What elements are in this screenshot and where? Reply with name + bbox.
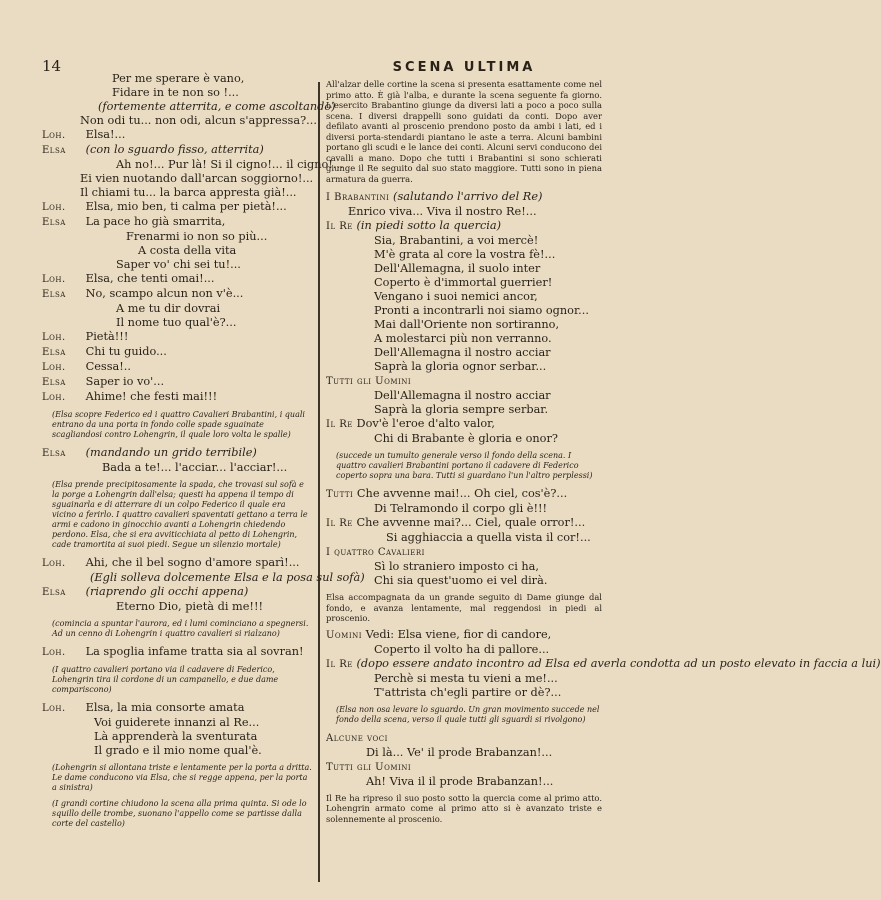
verse-line: Di Telramondo il corpo gli è!!! [374, 502, 548, 515]
verse-line: Enrico viva... Viva il nostro Re!... [348, 205, 537, 218]
speaker-name: Loh. [42, 703, 66, 714]
verse-line: Perchè si mesta tu vieni a me!... [374, 671, 558, 685]
speech-line [42, 143, 312, 158]
speaker-name: Loh. [42, 274, 66, 285]
speech-text: (riaprendo gli occhi appena) [82, 585, 249, 598]
stage-prose: Elsa accompagnata da un grande seguito di Dame giunge dal fondo, e avanza lentamente, mal reggendosi in piedi al proscenio. [326, 592, 602, 623]
speaker-name: Tutti gli Uomini [326, 376, 412, 387]
verse-line: Coperto è d'immortal guerrier! [374, 276, 553, 289]
verse-line: Fidare in te non so !... [112, 86, 239, 99]
speech-line [42, 556, 312, 571]
speech-text: Elsa, che tenti omai!... [82, 272, 215, 285]
speech-line [42, 446, 312, 461]
verse-line: Saprà la gloria ognor serbar... [374, 360, 547, 373]
verse-line: Il nome tuo qual'è?... [116, 316, 237, 329]
speech-line [42, 330, 312, 345]
stage-direction: (Lohengrin si allontana triste e lentamente per la porta a dritta. Le dame conducono via Elsa, che si regge appena, per la porta a sinistra) [52, 763, 312, 792]
verse-line: Frenarmi io non so più... [126, 230, 268, 243]
column-divider [318, 82, 320, 882]
stage-prose: Il Re ha ripreso il suo posto sotto la quercia come al primo atto. Lohengrin armato come al primo atto si è avanzato triste e solennemente al proscenio. [326, 792, 602, 824]
verse-line: A costa della vita [138, 244, 237, 257]
verse-line: M'è grata al core la vostra fè!... [374, 248, 556, 261]
speaker-name: Il Re [326, 518, 353, 529]
speech-text: Vedi: Elsa viene, fior di candore, [362, 627, 552, 641]
speaker-name: Elsa [42, 217, 66, 228]
speech-line [42, 287, 312, 302]
verse-line: Eterno Dio, pietà di me!!! [116, 600, 264, 613]
verse-line: Chi di Brabante è gloria e onor? [374, 432, 558, 445]
speaker-name: Loh. [42, 362, 66, 373]
speech-text: (dopo essere andato incontro ad Elsa ed averla condotta ad un posto elevato in faccia a lui) [352, 656, 881, 670]
speaker-name: Tutti gli Uomini [326, 761, 412, 773]
speaker-name: Loh. [42, 558, 66, 569]
speech-line [42, 645, 312, 660]
speaker-name: Loh. [42, 130, 66, 141]
speech-line [326, 628, 602, 643]
verse-line: Voi guiderete innanzi al Re... [94, 716, 260, 729]
verse-line: Dell'Allemagna il nostro acciar [374, 346, 551, 359]
verse-line: A molestarci più non verranno. [374, 332, 552, 345]
speech-line [326, 760, 602, 775]
inline-direction: (Egli solleva dolcemente Elsa e la posa sul sofà) [90, 571, 365, 584]
speaker-name: I Brabantini [326, 192, 390, 203]
speech-text: Elsa!... [82, 128, 126, 141]
verse-line: Saper vo' chi sei tu!... [116, 258, 241, 271]
verse-line: Si agghiaccia a quella vista il cor!... [386, 531, 591, 544]
verse-line: Mai dall'Oriente non sortiranno, [374, 318, 560, 331]
verse-line: Il grado e il mio nome qual'è. [94, 744, 262, 757]
verse-line: Ah no!... Pur là! Si il cigno!... il cigno!... [116, 158, 344, 171]
verse-line: Saprà la gloria sempre serbar. [374, 403, 549, 416]
speaker-name: Elsa [42, 289, 66, 300]
verse-line: Ah! Viva il il prode Brabanzan!... [366, 774, 554, 788]
speech-line [326, 219, 602, 234]
speaker-name: Elsa [42, 587, 66, 598]
verse-line: Là apprenderà la sventurata [94, 730, 258, 743]
speaker-name: Loh. [42, 647, 66, 658]
stage-direction: (succede un tumulto generale verso il fondo della scena. I quattro cavalieri Brabantini portano il cadavere di Federico coperto sopra una bara. Tutti si guardano l'un l'altro perplessi) [336, 451, 593, 480]
speech-text: Cessa!.. [82, 360, 131, 373]
speech-text: Ahime! che festi mai!!! [82, 390, 218, 403]
speech-line [326, 656, 881, 672]
speech-text: Elsa, la mia consorte amata [82, 701, 245, 714]
scene-intro: All'alzar delle cortine la scena si presenta esattamente come nel primo atto. È già l'alba, e durante la scena seguente fa giorno. L'esercito Brabantino giunge da diversi lati a poco a poco sulla scena. I diversi drappelli sono guidati da conti. Dopo aver defilato avanti al proscenio prendono posto da ambi i lati, ed i diversi porta-stendardi piantano le aste a terra. Alcuni bambini portano gli scudi e le lance dei conti. Alcuni servi conducono dei cavalli a mano. Dopo che tutti i Brabantini si sono schierati giunge il Re seguito dal suo stato maggiore. Tutti sono in piena armatura da guerra. [326, 79, 602, 184]
verse-line: Ei vien nuotando dall'arcan soggiorno!... [80, 172, 314, 185]
verse-line: Chi sia quest'uomo ei vel dirà. [374, 574, 548, 587]
speech-line [326, 516, 602, 531]
stage-direction: (Elsa non osa levare lo sguardo. Un gran movimento succede nel fondo della scena, verso il quale tutti gli sguardi si rivolgono) [336, 704, 600, 724]
speech-text: Elsa, mio ben, ti calma per pietà!... [82, 200, 287, 213]
speech-line [42, 390, 312, 405]
speech-line [42, 215, 312, 230]
speech-line [326, 374, 602, 389]
speech-text: (con lo sguardo fisso, atterrita) [82, 143, 264, 156]
speaker-name: I quattro Cavalieri [326, 547, 425, 558]
speech-line [42, 360, 312, 375]
stage-direction: (I grandi cortine chiudono la scena alla prima quinta. Si ode lo squillo delle trombe, suonano l'appello come se partisse dalla corte del castello) [52, 799, 307, 828]
verse-line: Sì lo straniero imposto ci ha, [374, 560, 540, 573]
stage-direction: (Elsa prende precipitosamente la spada, che trovasi sul sofà e la porge a Lohengrin dall'elsa; questi ha appena il tempo di sguainarla e di atterrare di un colpo Federico il quale era vicino a ferirlo. I quattro cavalieri spaventati gettano a terra le armi e cadono in ginocchio avanti a Lohengrin chiedendo perdono. Elsa, che si era avviticchiata al petto di Lohengrin, cade tramortita ai suoi piedi. Segue un silenzio mortale) [52, 480, 308, 549]
inline-direction: (fortemente atterrita, e come ascoltando) [98, 100, 336, 113]
verse-line: Di là... Ve' il prode Brabanzan!... [366, 745, 553, 759]
speech-line [42, 375, 312, 390]
speech-text: No, scampo alcun non v'è... [82, 287, 244, 300]
verse-line: Coperto il volto ha di pallore... [374, 642, 550, 656]
speech-text: Ahi, che il bel sogno d'amore sparì!... [82, 556, 300, 569]
speech-line [42, 272, 312, 287]
verse-line: Pronti a incontrarli noi siamo ognor... [374, 304, 589, 317]
speaker-name: Uomini [326, 629, 362, 641]
speech-text: (salutando l'arrivo del Re) [389, 190, 543, 203]
speaker-name: Il Re [326, 221, 353, 232]
verse-line: A me tu dir dovrai [116, 302, 221, 315]
speaker-name: Il Re [326, 419, 353, 430]
speech-text: La pace ho già smarrita, [82, 215, 226, 228]
stage-direction: (I quattro cavalieri portano via il cadavere di Federico, Lohengrin tira il cordone di un campanello, e due dame compariscono) [52, 665, 279, 694]
speech-line [326, 545, 602, 560]
verse-line: Sia, Brabantini, a voi mercè! [374, 234, 539, 247]
speech-line [326, 731, 602, 746]
verse-line: T'attrista ch'egli partire or dè?... [374, 685, 562, 699]
speech-text: Che avvenne mai!... Oh ciel, cos'è?... [353, 487, 568, 500]
speech-line [42, 345, 312, 360]
speech-line [42, 585, 312, 600]
verse-line: Non odi tu... non odi, alcun s'appressa?... [80, 114, 317, 127]
verse-line: Per me sperare è vano, [112, 72, 245, 85]
verse-line: Il chiami tu... la barca appresta già!... [80, 186, 297, 199]
speaker-name: Loh. [42, 332, 66, 343]
right-lines [326, 190, 881, 824]
stage-direction: (Elsa scopre Federico ed i quattro Cavalieri Brabantini, i quali entrano da una porta in fondo colle spade sguainate scagliandosi contro Lohengrin, il quale loro volta le spalle) [52, 410, 305, 439]
speech-text: Pietà!!! [82, 330, 129, 343]
verse-line: Dell'Allemagna, il suolo inter [374, 262, 541, 275]
speaker-name: Loh. [42, 202, 66, 213]
speech-text: La spoglia infame tratta sia al sovran! [82, 645, 304, 658]
speech-text: Saper io vo'... [82, 375, 165, 388]
speaker-name: Elsa [42, 377, 66, 388]
verse-line: Dell'Allemagna il nostro acciar [374, 389, 551, 402]
speech-line [326, 487, 602, 502]
verse-line: Bada a te!... l'acciar... l'acciar!... [102, 461, 288, 474]
speech-line [42, 200, 312, 215]
speech-line [42, 701, 312, 716]
speech-text: (mandando un grido terribile) [82, 446, 257, 459]
speech-line [326, 190, 602, 205]
speech-text: Che avvenne mai?... Ciel, quale orror!... [352, 516, 586, 529]
page-number: 14 [42, 57, 62, 75]
speaker-name: Loh. [42, 392, 66, 403]
speech-text: (in piedi sotto la quercia) [352, 219, 502, 232]
verse-line: Vengano i suoi nemici ancor, [374, 290, 538, 303]
speaker-name: Tutti [326, 489, 354, 500]
speaker-name: Elsa [42, 448, 66, 459]
speaker-name: Elsa [42, 145, 66, 156]
speaker-name: Alcune voci [326, 732, 388, 744]
speech-text: Chi tu guido... [82, 345, 167, 358]
scene-title: SCENA ULTIMA [392, 60, 536, 75]
speech-line [42, 128, 312, 143]
speech-text: Dov'è l'eroe d'alto valor, [352, 417, 495, 430]
stage-direction: (comincia a spuntar l'aurora, ed i lumi cominciano a spegnersi. Ad un cenno di Lohengrin i quattro cavalieri si rialzano) [52, 619, 309, 638]
right-column [326, 60, 881, 828]
speech-line [326, 417, 602, 432]
speaker-name: Elsa [42, 347, 66, 358]
speaker-name: Il Re [326, 658, 353, 670]
